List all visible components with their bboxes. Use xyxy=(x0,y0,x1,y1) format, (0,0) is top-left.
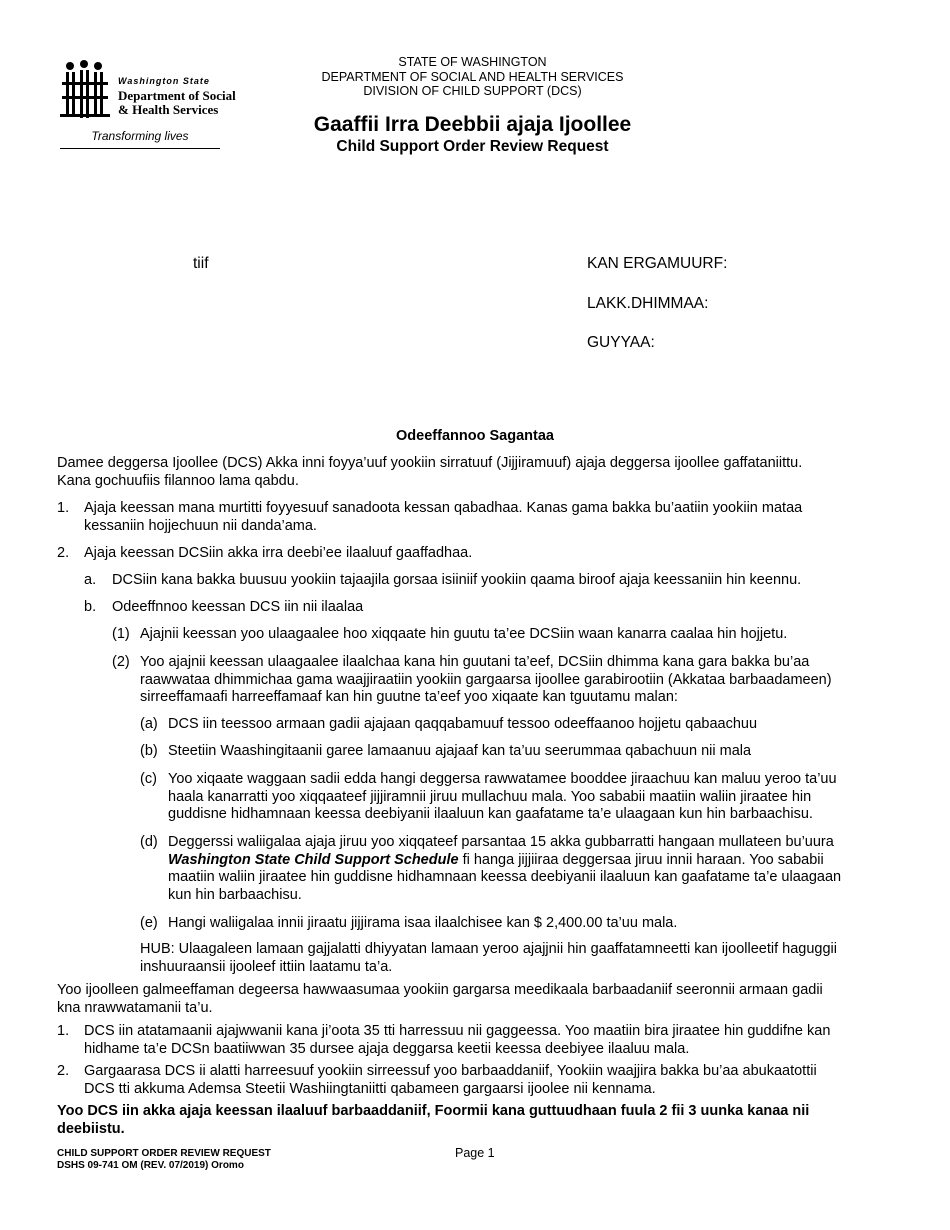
subitem-2-line-1: Yoo ajajnii keessan ulaagaalee ilaalchaa kana hin guutani ta’eef, DCSiin dhimma kana gara bakka bu’aa xyxy=(140,654,810,670)
item-b-letter: b. xyxy=(84,599,97,615)
footer-form-title: CHILD SUPPORT ORDER REVIEW REQUEST xyxy=(57,1148,271,1159)
dshs-logo-icon xyxy=(58,60,236,130)
subitem-2-line-2: raawwataa dhimmichaa gama waajjiraatiin yookiin gargaarsa ijoollee garabirootiin (Akkataa barbaadameen) xyxy=(140,671,832,688)
subitem-1-number: (1) xyxy=(112,626,130,642)
return-instruction-line-2: deebiistu. xyxy=(57,1120,125,1137)
section-heading: Odeeffannoo Sagantaa xyxy=(396,428,554,444)
public-assistance-line-1: Yoo ijoolleen galmeeffaman degeersa hawwaasumaa yookiin gargarsa meedikaala barbaadaniif seeronnii armaan gadii xyxy=(57,982,823,998)
criterion-d-text xyxy=(168,834,918,904)
criterion-e-letter: (e) xyxy=(140,915,158,931)
logo-tagline: Transforming lives xyxy=(91,129,189,143)
svg-text:Department of Social: Department of Social xyxy=(118,88,236,103)
agency-line-state: STATE OF WASHINGTON xyxy=(398,55,547,69)
item-1-text xyxy=(84,500,914,535)
criterion-c-line-3: guddisne hidhamnaan keessa deebiyanii ilaaluun kan gaafatame ta’e ulaagaan kun hin barbaachisu. xyxy=(168,806,813,822)
rule-1-line-2: hidhame ta’e DCSn baatiiwwan 35 dursee ajaja deggarsa keetii keessa deebiyee ilaaluu mala. xyxy=(84,1040,690,1057)
criterion-e-text: Hangi waliigalaa innii jiraatu jijjirama isaa ilaalchisee kan $ 2,400.00 ta’uu mala. xyxy=(168,915,678,931)
hub-note-line-1: HUB: Ulaagaleen lamaan gajjalatti dhiyyatan lamaan yeroo ajajjnii hin gaaffatamneetti kan ijoolleetif haguggii xyxy=(140,941,837,957)
rule-1-line-1: DCS iin atatamaanii ajajwwanii kana ji’oota 35 tti harressuu nii gaggeessa. Yoo maatiin bira jiraatee hin guddifne kan xyxy=(84,1023,831,1039)
subitem-2-text xyxy=(140,654,920,707)
criterion-b-text: Steetiin Waashingitaanii garee lamaanuu ajajaaf kan ta’uu seerummaa qabachuun nii mala xyxy=(168,743,752,759)
criterion-d-line-2-rest: fi hanga jijjiiraa deggersaa jiruu innii haraan. Yoo sababii xyxy=(458,851,824,868)
form-title: Gaaffii Irra Deebbii ajaja Ijoollee xyxy=(313,113,632,136)
hub-note xyxy=(140,941,920,976)
criterion-c-line-2: haala kanarratti yoo xiqqaateef jijjiramnii jiruu mullachuu mala. Yoo sababii maatiin waliin jiraatee hin xyxy=(168,788,812,805)
criterion-a-text: DCS iin teessoo armaan gadii ajajaan qaqqabamuuf tessoo odeeffaanoo hojjetu qabaachuu xyxy=(168,716,758,732)
item-1-number: 1. xyxy=(57,500,70,516)
criterion-b-letter: (b) xyxy=(140,743,158,759)
criterion-c-text xyxy=(168,771,918,824)
agency-header xyxy=(260,55,685,99)
footer-form-number: DSHS 09-741 OM (REV. 07/2019) Oromo xyxy=(57,1160,244,1171)
agency-line-department: DEPARTMENT OF SOCIAL AND HEALTH SERVICES xyxy=(321,69,624,84)
date-label: GUYYAA: xyxy=(587,334,655,351)
return-instruction xyxy=(57,1103,917,1138)
case-label: KAN ERGAMUURF: xyxy=(587,255,728,272)
form-footer xyxy=(57,1148,271,1172)
agency-line-division: DIVISION OF CHILD SUPPORT (DCS) xyxy=(363,84,582,98)
criterion-d-line-1: Deggerssi waliigalaa ajaja jiruu yoo xiqqateef parsantaa 15 akka gubbarratti hangaan mullateen bu’uura xyxy=(168,834,834,850)
intro-line-1: Damee deggersa Ijoollee (DCS) Akka inni foyya’uuf yookiin sirratuuf (Jijjiramuuf) ajaja deggersa ijoollee gaffataniittu. xyxy=(57,455,803,471)
item-b-text: Odeeffnnoo keessan DCS iin nii ilaalaa xyxy=(112,599,364,615)
item-2-text: Ajaja keessan DCSiin akka irra deebi’ee ilaaluuf gaaffadhaa. xyxy=(84,545,473,561)
logo-divider xyxy=(60,148,220,149)
criterion-d-line-3: maatiin waliin jiraatee hin guddisne hidhamnaan keessa deebiyanii ilaaluun kan gaafatame ta’e ulaagaan xyxy=(168,869,842,885)
criterion-d-line-2 xyxy=(168,852,918,870)
criterion-d-letter: (d) xyxy=(140,834,158,850)
subitem-2-number: (2) xyxy=(112,654,130,670)
criterion-a-letter: (a) xyxy=(140,716,158,732)
criterion-c-letter: (c) xyxy=(140,771,157,787)
recipient-label: tiif xyxy=(193,255,209,272)
criterion-d-line-4: kun hin barbaachisu. xyxy=(168,886,302,903)
public-assistance-line-2: kna nrawwatamanii ta’u. xyxy=(57,999,213,1016)
rule-1-number: 1. xyxy=(57,1023,70,1039)
hub-note-line-2: inshuuraansii ijooleef ittiin laatamu ta’a. xyxy=(140,958,393,975)
page-number: Page 1 xyxy=(455,1146,495,1160)
svg-text:& Health Services: & Health Services xyxy=(118,102,219,117)
rule-2-line-1: Gargaarasa DCS ii alatti harreesuuf yookiin sirreessuf yoo barbaaddaniif, Yookiin waajjira bakka bu’aa abukaatottii xyxy=(84,1063,817,1079)
case-number-label: LAKK.DHIMMAA: xyxy=(587,295,709,312)
schedule-title: Washington State Child Support Schedule xyxy=(168,851,459,868)
svg-text:Washington State: Washington State xyxy=(118,76,210,86)
rule-2-line-2: DCS tti akkuma Ademsa Steetii Washiingtaniitti qabameen gargaarsi ijoolee nii kennama. xyxy=(84,1080,656,1097)
subitem-2-line-3: sirreeffamaafi harreeffamaaf kan hin guutne ta’eef yoo xiqaate kan tguutamu malan: xyxy=(140,689,678,705)
rule-2-number: 2. xyxy=(57,1063,70,1079)
item-1-line-1: Ajaja keessan mana murtitti foyyesuuf sanadoota kessan qabadhaa. Kanas gama bakka bu’aatiin yookiin mataa xyxy=(84,500,803,516)
form-subtitle: Child Support Order Review Request xyxy=(336,138,609,155)
item-1-line-2: kessaniin hojjechuun nii danda’ama. xyxy=(84,517,317,534)
intro-line-2: Kana gochuufiis filannoo lama qabdu. xyxy=(57,472,299,489)
rule-2-text xyxy=(84,1063,924,1098)
criterion-c-line-1: Yoo xiqaate waggaan sadii edda hangi deggersa rawwatamee booddee jiraachuu kan maluu yeroo ta’uu xyxy=(168,771,837,787)
return-instruction-line-1: Yoo DCS iin akka ajaja keessan ilaaluuf barbaaddaniif, Foormii kana guttuudhaan fuula 2 fii 3 uunka kanaa nii xyxy=(57,1103,810,1119)
item-2-number: 2. xyxy=(57,545,70,561)
subitem-1-text: Ajajnii keessan yoo ulaagaalee hoo xiqqaate hin guutu ta’ee DCSiin waan kanarra caalaa hin hojjetu. xyxy=(140,626,788,642)
public-assistance-paragraph xyxy=(57,982,917,1017)
item-a-text: DCSiin kana bakka buusuu yookiin tajaajila gorsaa isiiniif yookiin qaama biroof ajaja keessaniin hin keennu. xyxy=(112,572,802,588)
item-a-letter: a. xyxy=(84,572,97,588)
rule-1-text xyxy=(84,1023,924,1058)
intro-paragraph xyxy=(57,455,907,490)
